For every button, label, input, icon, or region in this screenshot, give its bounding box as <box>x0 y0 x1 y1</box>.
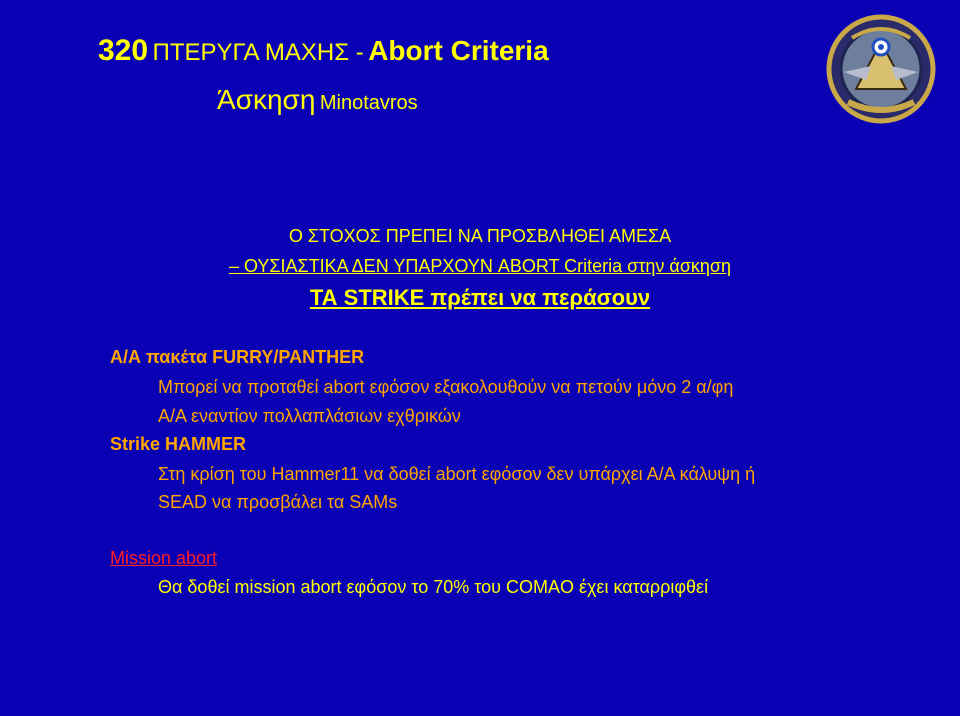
intro-line-2: – ΟΥΣΙΑΣΤΙΚΑ ΔΕΝ ΥΠΑΡΧΟΥΝ ABORT Criteria στην άσκηση <box>228 256 732 276</box>
section-line: Μπορεί να προταθεί abort εφόσον εξακολουθούν να πετούν μόνο 2 α/φη <box>158 377 734 397</box>
subtitle-main: Άσκηση <box>217 84 316 115</box>
page-title <box>98 34 549 68</box>
section-heading-strike: Strike HAMMER <box>110 434 247 454</box>
subtitle <box>217 84 418 116</box>
subtitle-small: Minotavros <box>319 92 418 114</box>
section-heading-aa: Α/Α πακέτα FURRY/PANTHER <box>110 347 365 367</box>
intro-line-1: Ο ΣΤΟΧΟΣ ΠΡΕΠΕΙ ΝΑ ΠΡΟΣΒΛΗΘΕΙ ΑΜΕΣΑ <box>288 226 672 246</box>
title-wing: ΠΤΕΡΥΓΑ ΜΑΧΗΣ - <box>152 39 364 66</box>
title-number: 320 <box>98 34 149 67</box>
section-line: SEAD να προσβάλει τα SAMs <box>158 492 398 512</box>
squadron-emblem-icon <box>826 14 936 124</box>
section-line: Α/Α εναντίον πολλαπλάσιων εχθρικών <box>158 406 461 426</box>
title-criteria: Abort Criteria <box>368 35 549 66</box>
section-heading-mission-abort: Mission abort <box>110 548 218 568</box>
intro-line-3: ΤΑ STRIKE πρέπει να περάσουν <box>309 285 651 310</box>
section-line: Στη κρίση του Hammer11 να δοθεί abort εφόσον δεν υπάρχει Α/Α κάλυψη ή <box>158 464 756 484</box>
section-line: Θα δοθεί mission abort εφόσον το 70% του COMAO έχει καταρριφθεί <box>158 577 709 597</box>
